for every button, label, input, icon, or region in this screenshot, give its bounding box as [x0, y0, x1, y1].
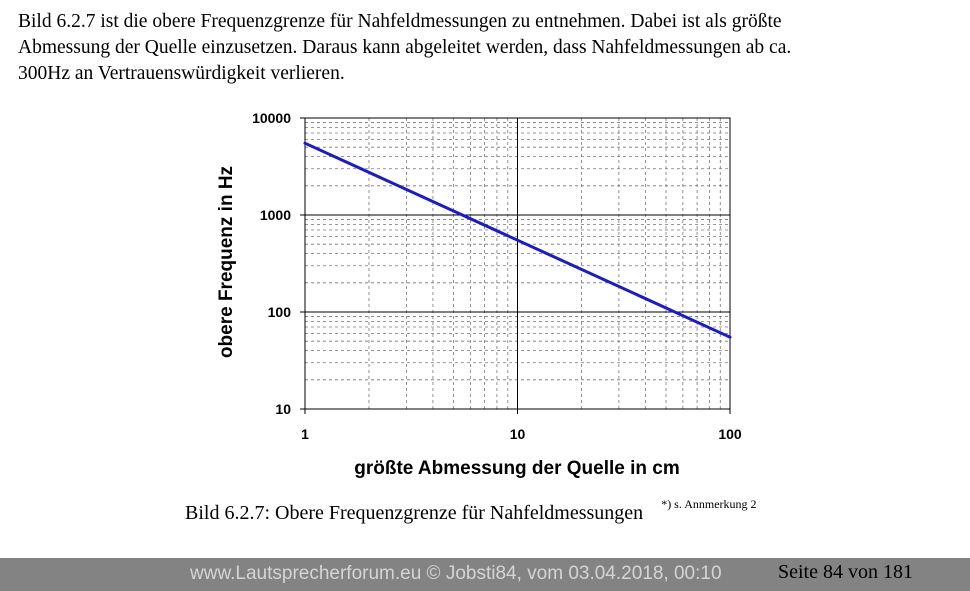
y-tick-label: 1000: [259, 207, 291, 223]
y-axis-label: obere Frequenz in Hz: [216, 165, 237, 359]
y-tick-label: 10: [275, 401, 291, 417]
caption-footnote: *) s. Annmerkung 2: [661, 497, 757, 511]
figure-caption: [185, 497, 757, 525]
x-tick-label: 10: [509, 426, 526, 442]
paragraph-line-2: Abmessung der Quelle einzusetzen. Daraus kann abgeleitet werden, dass Nahfeldmessungen ab ca.: [18, 37, 792, 58]
x-tick-label: 1: [301, 426, 309, 442]
footer-watermark: www.Lautsprecherforum.eu © Jobsti84, vom 03.04.2018, 00:10: [190, 563, 722, 584]
paragraph-line-1: Bild 6.2.7 ist die obere Frequenzgrenze für Nahfeldmessungen zu entnehmen. Dabei ist als größte: [18, 11, 782, 32]
caption-text: Bild 6.2.7: Obere Frequenzgrenze für Nahfeldmessungen: [185, 502, 644, 524]
page-number: Seite 84 von 181: [778, 561, 913, 583]
x-axis-label: größte Abmessung der Quelle in cm: [354, 458, 680, 479]
page-footer: [0, 558, 970, 591]
y-tick-label: 100: [267, 304, 291, 320]
y-tick-label: 10000: [252, 110, 291, 126]
paragraph-line-3: 300Hz an Vertrauenswürdigkeit verlieren.: [18, 63, 345, 84]
x-tick-label: 100: [718, 426, 742, 442]
